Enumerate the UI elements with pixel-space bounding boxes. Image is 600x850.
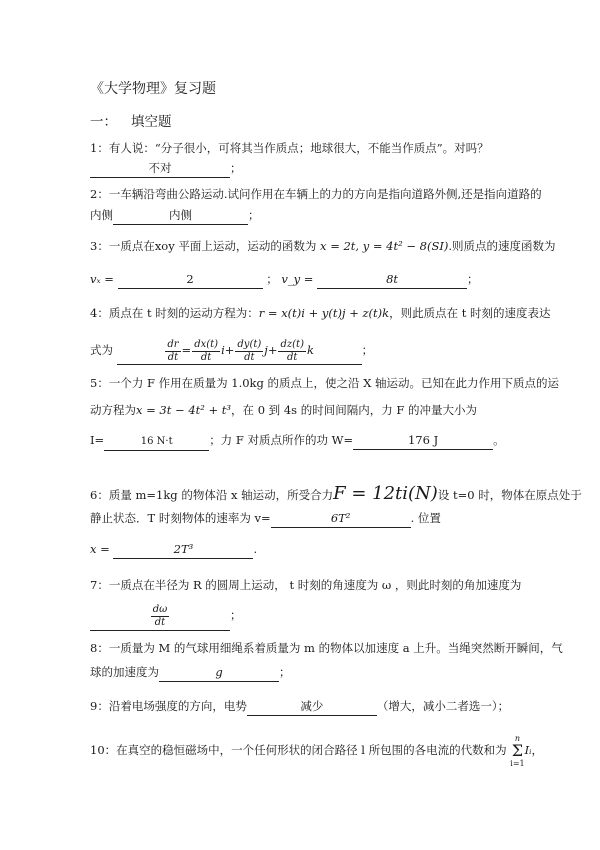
question-3-answer-line <box>90 271 479 289</box>
domega-numerator: dω <box>152 603 168 615</box>
question-10-tail: ， <box>531 743 543 757</box>
question-10-line <box>90 734 543 768</box>
question-9-answer: 减少 <box>247 699 377 716</box>
dz-numerator: dz(t) <box>280 338 304 350</box>
dt-denominator: dt <box>287 351 298 363</box>
dy-dt-fraction <box>235 339 263 364</box>
question-8-answer-line <box>90 664 291 682</box>
question-6-velocity-label: 静止状态．T 时刻物体的速率为 v= <box>90 511 271 525</box>
question-5-text-a: 5：一个力 F 作用在质量为 1.0kg 的质点上，使之沿 X 轴运动。已知在此力作用下质点的运 <box>90 376 560 390</box>
section-heading <box>90 110 172 130</box>
question-4-answer <box>117 336 362 365</box>
impulse-label: I= <box>90 433 105 447</box>
plus-sign: + <box>224 343 235 357</box>
domega-dt-fraction <box>151 604 170 629</box>
dx-numerator: dx(t) <box>194 338 219 350</box>
unit-j: j <box>264 343 268 357</box>
question-3-vy-answer: 8t <box>317 272 467 289</box>
question-1-text: 1：有人说：“分子很小，可将其当作质点；地球很大，不能当作质点”。对吗？ <box>90 141 489 155</box>
sum-lower-limit: i=1 <box>510 759 525 768</box>
question-4-formula: r = x(t)i + y(t)j + z(t)k <box>258 306 390 320</box>
question-5-formula: x = 3t − 4t² + t³ <box>136 403 232 417</box>
question-3-formula: x = 2t, y = 4t² − 8(SI) <box>320 239 449 253</box>
question-2-answer: 内侧 <box>113 208 248 225</box>
dx-dt-fraction <box>192 339 220 364</box>
sum-upper-limit: n <box>514 734 521 743</box>
question-3-after: .则质点的速度函数为 <box>448 239 556 253</box>
question-8-answer: g <box>159 665 279 682</box>
sigma-glyph: Σ <box>511 741 524 760</box>
question-4-tail: ； <box>361 343 374 357</box>
question-3-sep: ； <box>266 272 278 286</box>
question-4-text <box>90 305 551 321</box>
question-7-tail: ； <box>230 608 242 622</box>
question-7-answer-line <box>90 600 242 631</box>
document-title: 《大学物理》复习题 <box>90 81 216 97</box>
question-9-text: 9：沿着电场强度的方向，电势 <box>90 699 247 713</box>
dt-denominator: dt <box>200 351 212 363</box>
question-2-tail: ； <box>248 208 260 222</box>
question-1-answer: 不对 <box>90 161 230 178</box>
question-9-tail: （增大，减小二者选一）； <box>376 699 510 713</box>
question-4-prefix: 式为 <box>90 343 113 357</box>
question-3-lead: 3：一质点在xoy 平面上运动，运动的函数为 <box>90 239 317 253</box>
question-10-text: 10：在真空的稳恒磁场中，一个任何形状的闭合路径 l 所包围的各电流的代数和为 <box>90 743 507 757</box>
question-7-text: 7：一质点在半径为 R 的圆周上运动， t 时刻的角速度为 ω ，则此时刻的角加速度为 <box>90 578 522 592</box>
question-4-lead: 4：质点在 t 时刻的运动方程为： <box>90 306 259 320</box>
question-4-answer-line <box>90 335 373 365</box>
question-3-tail: ； <box>467 272 479 286</box>
position-label: x = <box>90 542 110 556</box>
summation-symbol <box>510 734 524 768</box>
equals-sign: = <box>181 343 192 357</box>
question-5-post: ，在 0 到 4s 的时间间隔内，力 F 的冲量大小为 <box>231 403 477 417</box>
question-3-vx-answer: 2 <box>118 272 263 289</box>
question-9-line <box>90 698 509 716</box>
question-3-vy-label: v_y = <box>281 272 314 286</box>
question-1-answer-line <box>90 160 242 178</box>
work-answer: 176 J <box>353 433 493 450</box>
sum-term: Iᵢ <box>524 743 532 757</box>
question-6-text-b <box>90 510 441 528</box>
force-formula: F = 12ti(N) <box>333 483 438 504</box>
question-6-answer-line <box>90 541 257 559</box>
dz-dt-fraction <box>278 339 306 364</box>
position-answer: 2T³ <box>113 542 253 559</box>
dt-denominator: dt <box>154 616 166 628</box>
unit-k: k <box>306 343 314 357</box>
section-title: 填空题 <box>131 114 172 130</box>
dy-numerator: dy(t) <box>237 338 262 350</box>
question-6-lead-2: 设 t=0 时，物体在原点处于 <box>437 488 582 502</box>
question-8-text: 8：一质量为 M 的气球用细绳系着质量为 m 的物体以加速度 a 上升。当绳突然断开瞬间，气 <box>90 641 563 655</box>
dt-denominator: dt <box>244 351 255 363</box>
dr-numerator: dr <box>167 338 179 350</box>
question-1-tail: ； <box>230 161 242 175</box>
question-5-pre: 动方程为 <box>90 403 136 417</box>
question-6-text-a <box>90 482 582 507</box>
question-8-tail: ； <box>279 665 291 679</box>
question-5-answer-line <box>90 432 505 451</box>
question-2-answer-line <box>90 207 260 225</box>
question-8-prefix: 球的加速度为 <box>90 665 159 679</box>
question-4-after: ，则此质点在 t 时刻的速度表达 <box>389 306 551 320</box>
velocity-answer: 6T² <box>271 511 411 528</box>
unit-i: i <box>221 343 225 357</box>
question-7-answer <box>90 600 230 631</box>
question-2-prefix: 内侧 <box>90 208 113 222</box>
question-6-position-prompt: . 位置 <box>410 511 441 525</box>
question-3-vx-label: vₓ = <box>90 272 114 286</box>
question-5-tail: 。 <box>493 433 505 447</box>
impulse-answer: 16 N·t <box>104 434 209 451</box>
work-label: ；力 F 对质点所作的功 W= <box>209 433 354 447</box>
dt-denominator: dt <box>167 351 179 363</box>
question-2-text: 2：一车辆沿弯曲公路运动.试问作用在车辆上的力的方向是指向道路外侧,还是指向道路的 <box>90 187 542 201</box>
question-6-tail: . <box>253 542 258 556</box>
question-6-lead: 6：质量 m=1kg 的物体沿 x 轴运动，所受合力 <box>90 488 334 502</box>
question-5-text-b <box>90 402 477 418</box>
dr-dt-fraction <box>165 339 180 364</box>
section-number: 一： <box>90 114 117 130</box>
plus-sign: + <box>267 343 278 357</box>
question-3-text <box>90 238 556 254</box>
